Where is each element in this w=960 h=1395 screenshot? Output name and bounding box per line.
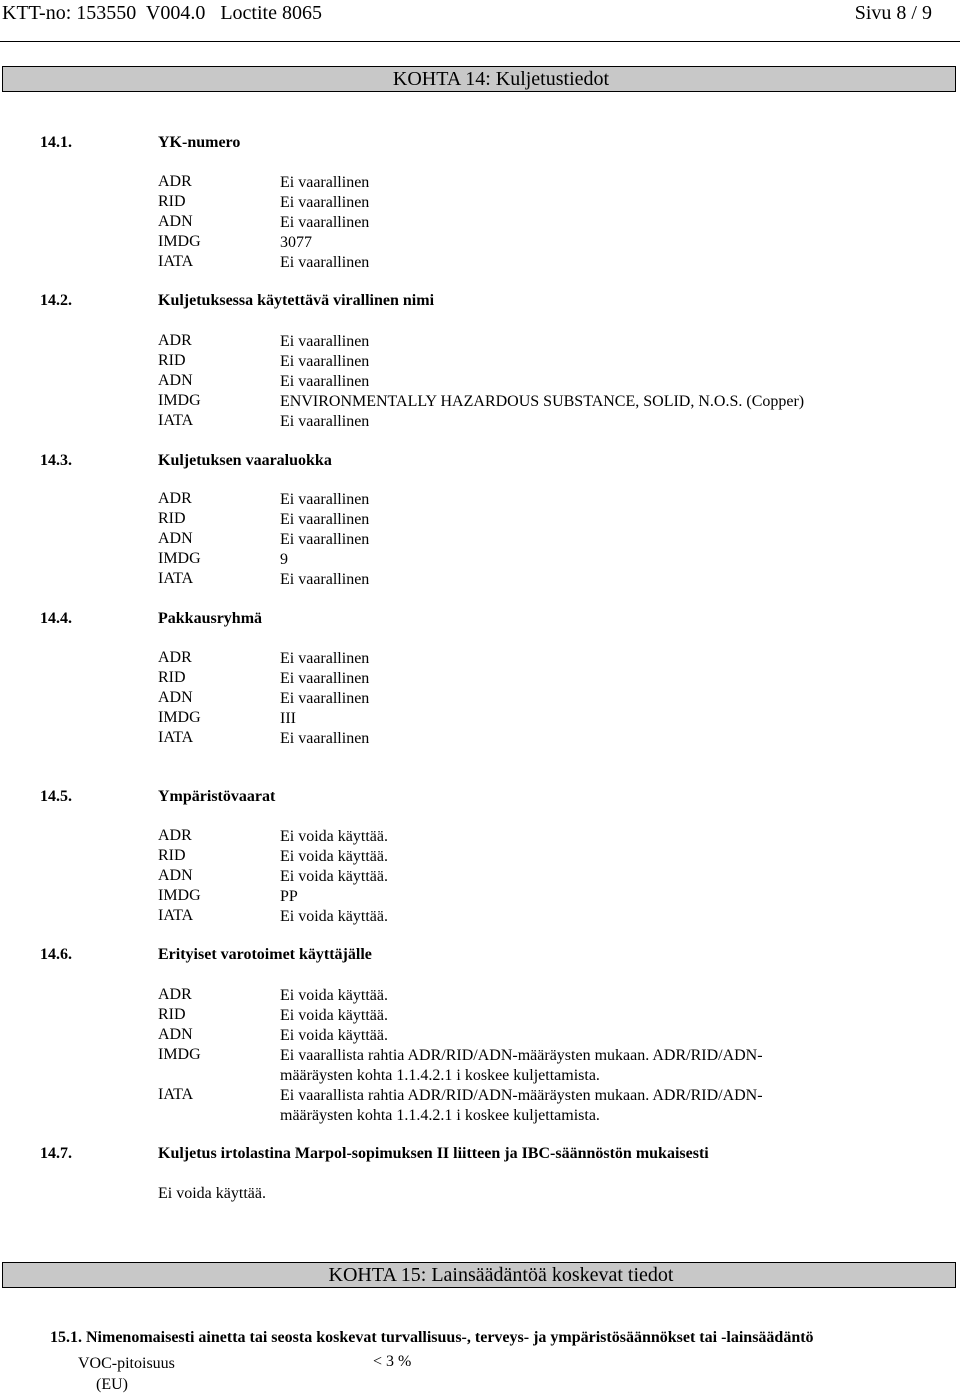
transport-mode: IATA [158, 907, 194, 924]
document-header-id: KTT-no: 153550 V004.0 Loctite 8065 [2, 2, 322, 24]
transport-mode: ADN [158, 1026, 193, 1043]
transport-value: Ei voida käyttää. [280, 828, 388, 845]
transport-value: Ei vaarallinen [280, 214, 370, 231]
transport-value: Ei voida käyttää. [280, 908, 388, 925]
subsection-number: 14.1. [40, 134, 72, 151]
transport-mode: RID [158, 1006, 186, 1023]
section-15-banner [2, 1262, 956, 1288]
transport-mode: ADR [158, 173, 192, 190]
transport-mode: RID [158, 669, 186, 686]
transport-mode: ADR [158, 649, 192, 666]
transport-value: Ei vaarallinen [280, 571, 370, 588]
transport-value: Ei vaarallinen [280, 174, 370, 191]
transport-mode: RID [158, 847, 186, 864]
transport-value: Ei vaarallinen [280, 254, 370, 271]
transport-mode: IMDG [158, 1046, 201, 1063]
transport-value: Ei vaarallinen [280, 353, 370, 370]
transport-value: Ei voida käyttää. [280, 848, 388, 865]
transport-value: Ei voida käyttää. [280, 1007, 388, 1024]
transport-mode: ADR [158, 490, 192, 507]
transport-value: Ei vaarallinen [280, 333, 370, 350]
subsection-title: Kuljetuksessa käytettävä virallinen nimi [158, 292, 435, 309]
transport-mode: RID [158, 352, 186, 369]
transport-value: Ei voida käyttää. [280, 868, 388, 885]
subsection-title: Pakkausryhmä [158, 610, 263, 627]
transport-value: Ei vaarallinen [280, 690, 370, 707]
section-14-banner [2, 66, 956, 92]
subsection-title: Erityiset varotoimet käyttäjälle [158, 946, 372, 963]
subsection-title: Kuljetuksen vaaraluokka [158, 452, 332, 469]
transport-mode: RID [158, 510, 186, 527]
voc-label-line-2: (EU) [96, 1376, 128, 1393]
section-15-title: KOHTA 15: Lainsäädäntöä koskevat tiedot [328, 1264, 674, 1286]
subsection-number: 14.5. [40, 788, 72, 805]
subsection-number: 14.7. [40, 1145, 72, 1162]
transport-value: Ei vaarallinen [280, 194, 370, 211]
transport-mode: IATA [158, 253, 194, 270]
transport-value: Ei vaarallinen [280, 730, 370, 747]
transport-mode: ADN [158, 867, 193, 884]
transport-mode: IATA [158, 1086, 194, 1103]
voc-label-line-1: VOC-pitoisuus [78, 1355, 175, 1372]
transport-value: Ei voida käyttää. [280, 1027, 388, 1044]
voc-value: < 3 % [373, 1353, 412, 1370]
subsection-number: 14.4. [40, 610, 72, 627]
transport-mode: IMDG [158, 233, 201, 250]
transport-value: Ei vaarallinen [280, 413, 370, 430]
transport-mode: IMDG [158, 392, 201, 409]
subsection-title: Kuljetus irtolastina Marpol-sopimuksen II liitteen ja IBC-säännöstön mukaisesti [158, 1145, 709, 1162]
transport-value: Ei vaarallinen [280, 511, 370, 528]
transport-mode: ADR [158, 332, 192, 349]
transport-mode: IATA [158, 570, 194, 587]
transport-value: 3077 [280, 234, 312, 251]
transport-value: Ei vaarallista rahtia ADR/RID/ADN-määräysten mukaan. ADR/RID/ADN-määräysten kohta 1.1.4.2.1 i koskee kuljettamista. [280, 1087, 763, 1124]
subsection-title: YK-numero [158, 134, 241, 151]
transport-value: Ei vaarallinen [280, 373, 370, 390]
subsection-text: Ei voida käyttää. [158, 1185, 266, 1202]
transport-value: Ei voida käyttää. [280, 987, 388, 1004]
transport-mode: ADN [158, 213, 193, 230]
subsection-15-1-title: 15.1. Nimenomaisesti ainetta tai seosta koskevat turvallisuus-, terveys- ja ympäristösäännökset tai -lainsäädäntö [50, 1329, 814, 1346]
transport-mode: ADN [158, 372, 193, 389]
transport-value: Ei vaarallinen [280, 670, 370, 687]
transport-mode: IATA [158, 729, 194, 746]
transport-mode: ADN [158, 530, 193, 547]
transport-mode: IMDG [158, 709, 201, 726]
transport-value: Ei vaarallista rahtia ADR/RID/ADN-määräysten mukaan. ADR/RID/ADN-määräysten kohta 1.1.4.2.1 i koskee kuljettamista. [280, 1047, 763, 1084]
transport-mode: ADR [158, 986, 192, 1003]
transport-mode: IATA [158, 412, 194, 429]
transport-mode: IMDG [158, 887, 201, 904]
transport-value: Ei vaarallinen [280, 531, 370, 548]
subsection-title: Ympäristövaarat [158, 788, 276, 805]
transport-mode: IMDG [158, 550, 201, 567]
header-divider [0, 41, 960, 42]
transport-value: ENVIRONMENTALLY HAZARDOUS SUBSTANCE, SOLID, N.O.S. (Copper) [280, 393, 805, 410]
voc-label [78, 1353, 175, 1395]
transport-value: 9 [280, 551, 288, 568]
transport-value: III [280, 710, 296, 727]
transport-value: Ei vaarallinen [280, 650, 370, 667]
subsection-number: 14.3. [40, 452, 72, 469]
section-14-title: KOHTA 14: Kuljetustiedot [392, 68, 610, 90]
transport-mode: ADR [158, 827, 192, 844]
subsection-number: 14.2. [40, 292, 72, 309]
transport-mode: RID [158, 193, 186, 210]
subsection-number: 14.6. [40, 946, 72, 963]
transport-value: Ei vaarallinen [280, 491, 370, 508]
transport-mode: ADN [158, 689, 193, 706]
page-number: Sivu 8 / 9 [854, 2, 932, 24]
transport-value: PP [280, 888, 298, 905]
